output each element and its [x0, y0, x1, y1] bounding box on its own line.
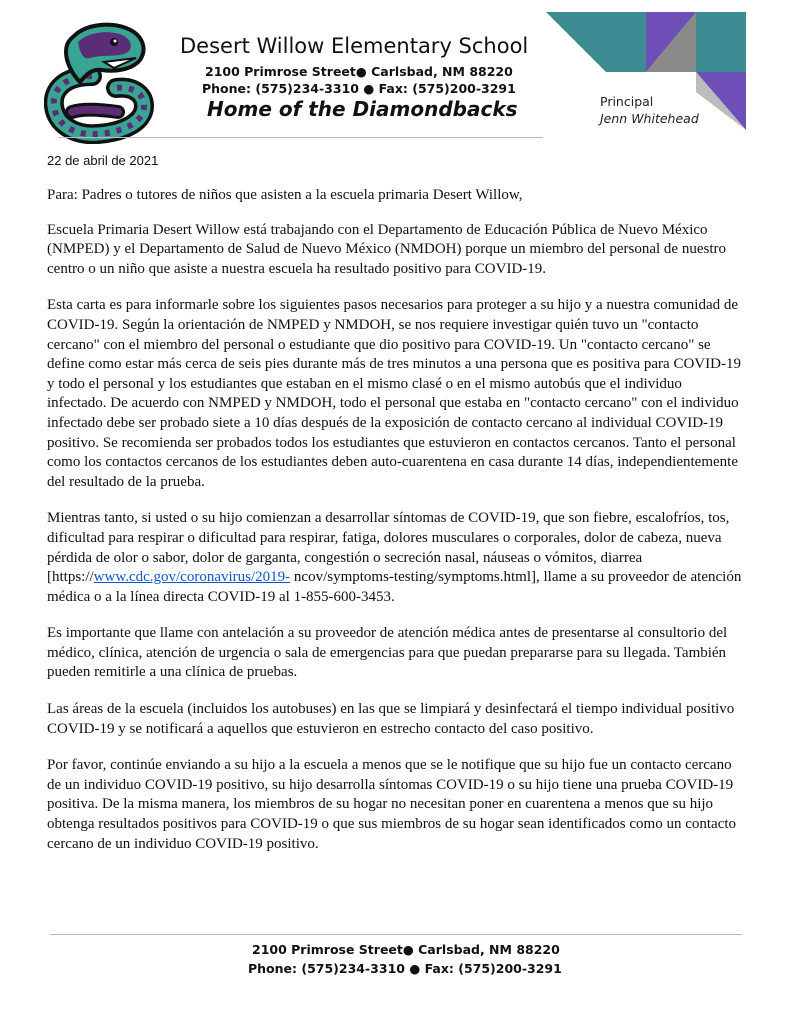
footer-address: 2100 Primrose Street● Carlsbad, NM 88220 [252, 942, 560, 957]
footer-phone-fax: Phone: (575)234-3310 ● Fax: (575)200-3291 [248, 961, 562, 976]
letter-date: 22 de abril de 2021 [47, 153, 159, 168]
symptoms-text: Mientras tanto, si usted o su hijo comienzan a desarrollar síntomas de COVID-19, que son fiebre, escalofríos, tos, dificultad para respirar o dificultad para respirar, fatiga, dolores musculares o corporales, dolor de cabeza, nueva pérdida de olor o sabor, dolor de garganta, congestión o secreción nasal, náuseas o vómitos, diarrea [https:// [47, 510, 730, 586]
letter-body [47, 186, 745, 871]
paragraph-close-contact: Esta carta es para informarle sobre los siguientes pasos necesarios para proteger a su hijo y a nuestra comunidad de COVID-19. Según la orientación de NMPED y NMDOH, se nos requiere investigar quién tuvo un "contacto cercano" con el miembro del personal o estudiante que dio positivo para COVID-19. Un "contacto cercano" se define como estar más cerca de seis pies durante más de tres minutos a una persona que es positiva para COVID-19 y todo el personal y los estudiantes que estaban en el mismo clasé o en el mismo autobús que el individuo infectado. De acuerdo con NMPED y NMDOH, todo el personal que estaba en "contacto cercano" con el individuo infectado debe ser probado siete a 10 días después de la exposición de contacto cercano al individual COVID-19 positivo. Se recomienda ser probados todos los estudiantes que estuvieron en contactos cercanos. Tanto el personal como los contactos cercanos de los estudiantes deben auto-cuarentena en casa durante 14 días, independientemente del resultado de la prueba. [47, 297, 741, 490]
header-phone-fax: Phone: (575)234-3310 ● Fax: (575)200-3291 [202, 81, 516, 96]
principal-name: Jenn Whitehead [600, 111, 699, 126]
paragraph-attendance: Por favor, continúe enviando a su hijo a la escuela a menos que se le notifique que su hijo fue un contacto cercano de un individuo COVID-19 positivo, su hijo desarrolla síntomas COVID-19 o su hijo tiene una prueba COVID-19 positiva. De la misma manera, los miembros de su hogar no necesitan poner en cuarentena a menos que su hijo obtenga resultados positivos para COVID-19 o que sus miembros de su hogar sean identificados como un contacto cercano de un individuo COVID-19 positivo. [47, 757, 737, 852]
paragraph-symptoms [47, 509, 745, 607]
letter-greeting: Para: Padres o tutores de niños que asisten a la escuela primaria Desert Willow, [47, 187, 523, 203]
pinwheel-teal-left [546, 12, 606, 72]
school-tagline: Home of the Diamondbacks [207, 97, 518, 121]
principal-title: Principal [600, 94, 654, 109]
footer-divider [50, 934, 742, 935]
paragraph-intro: Escuela Primaria Desert Willow está trabajando con el Departamento de Educación Pública de Nuevo México (NMPED) y el Departamento de Salud de Nuevo México (NMDOH) porque un miembro del personal de nuestro centro o un niño que asiste a nuestra escuela ha resultado positivo para COVID-19. [47, 221, 726, 277]
pinwheel-teal-right [696, 12, 746, 72]
school-name: Desert Willow Elementary School [180, 34, 529, 58]
snake-coil-body [54, 76, 144, 134]
snake-head [66, 25, 144, 82]
diamondback-snake-logo [44, 18, 156, 144]
paragraph-cleaning: Las áreas de la escuela (incluidos los autobuses) en las que se limpiará y desinfectará el tiempo individual positivo COVID-19 y se notificará a aquellos que estuvieron en estrecho contacto del caso positivo. [47, 701, 735, 737]
header-divider [58, 137, 543, 138]
header-address: 2100 Primrose Street● Carlsbad, NM 88220 [205, 64, 513, 79]
symptoms-text-continued: ncov/symptoms-testing/symptoms.html], llame a su proveedor de atención médica o a la línea directa COVID-19 al 1-855-600-3453. [47, 569, 742, 605]
cdc-link[interactable]: www.cdc.gov/coronavirus/2019- [93, 569, 291, 586]
paragraph-call-ahead: Es importante que llame con antelación a su proveedor de atención médica antes de presentarse al consultorio del médico, clínica, atención de urgencia o sala de emergencias para que puedan prepararse para su llegada. También pueden remitirle a una clínica de pruebas. [47, 625, 728, 681]
